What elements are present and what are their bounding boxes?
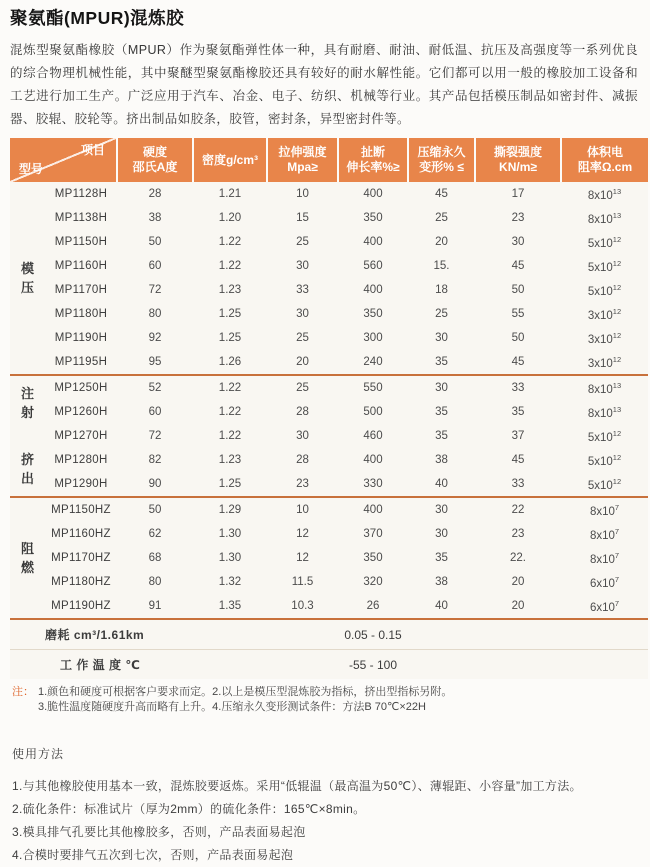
- resistivity-cell: $3x10^{12}$: [587, 306, 622, 322]
- table-row: [10, 206, 648, 230]
- table-row: [10, 254, 648, 278]
- value-cell: 1.30: [218, 552, 242, 564]
- resistivity-cell: $6x10^7$: [589, 574, 620, 590]
- corner-label-model: 型号: [19, 162, 44, 176]
- abrasion-value: 0.05 - 0.15: [338, 619, 408, 650]
- value-cell: 350: [363, 552, 383, 564]
- value-cell: 1.22: [218, 430, 242, 442]
- table-row: [10, 278, 648, 302]
- value-cell: 45: [435, 188, 448, 200]
- model-cell: MP1180HZ: [51, 576, 111, 588]
- value-cell: 62: [148, 528, 162, 540]
- value-cell: 82: [148, 454, 162, 466]
- model-cell: MP1138H: [54, 212, 108, 224]
- value-cell: 15: [296, 212, 309, 224]
- value-cell: 91: [148, 600, 162, 612]
- model-cell: MP1160HZ: [51, 528, 111, 540]
- value-cell: 30: [296, 308, 309, 320]
- value-cell: 28: [296, 454, 309, 466]
- value-cell: 50: [511, 332, 525, 344]
- table-row: [10, 302, 648, 326]
- value-cell: 10: [296, 188, 309, 200]
- value-cell: 1.22: [193, 375, 267, 400]
- usage-section: [12, 743, 650, 867]
- value-cell: 17: [511, 188, 525, 200]
- model-cell: MP1160H: [54, 260, 108, 272]
- value-cell: 550: [338, 375, 408, 400]
- value-cell: 28: [296, 406, 309, 418]
- note-line: 1.颜色和硬度可根据客户要求而定。2.以上是模压型混炼胶为指标，挤出型指标另附。: [38, 686, 453, 698]
- group-label: 模 压: [20, 261, 34, 295]
- value-cell: 60: [148, 260, 162, 272]
- group-label: 阻 燃: [10, 497, 45, 619]
- value-cell: 72: [148, 284, 162, 296]
- value-cell: 10.3: [291, 600, 314, 612]
- value-cell: 30: [511, 236, 525, 248]
- value-cell: 35: [435, 356, 448, 368]
- table-row: [10, 230, 648, 254]
- value-cell: 52: [117, 375, 193, 400]
- value-cell: 1.25: [218, 308, 242, 320]
- value-cell: 22.: [510, 552, 526, 564]
- model-cell: MP1190H: [54, 332, 108, 344]
- value-cell: 400: [363, 284, 383, 296]
- value-cell: 45: [511, 454, 525, 466]
- value-cell: 400: [363, 188, 383, 200]
- value-cell: 68: [148, 552, 162, 564]
- working-temperature-value: -55 - 100: [338, 650, 408, 680]
- value-cell: 40: [435, 600, 448, 612]
- value-cell: 80: [148, 576, 162, 588]
- value-cell: 11.5: [291, 576, 314, 588]
- value-cell: 20: [511, 600, 525, 612]
- table-row: [10, 400, 648, 424]
- resistivity-cell: $8x10^{13}$: [561, 375, 648, 400]
- value-cell: 40: [435, 478, 448, 490]
- model-cell: MP1150HZ: [45, 497, 117, 522]
- value-cell: 23: [296, 478, 309, 490]
- table-row: [10, 497, 648, 522]
- empty-cell: [408, 650, 648, 680]
- value-cell: 95: [148, 356, 162, 368]
- value-cell: 1.20: [218, 212, 242, 224]
- model-cell: MP1290H: [54, 478, 108, 490]
- model-cell: MP1270H: [54, 430, 108, 442]
- table-row: [10, 472, 648, 497]
- value-cell: 30: [408, 497, 475, 522]
- col-header-compression-set: 压缩永久 变形% ≤: [408, 138, 475, 182]
- value-cell: 1.35: [218, 600, 242, 612]
- value-cell: 35: [435, 430, 448, 442]
- value-cell: 33: [511, 478, 525, 490]
- value-cell: 45: [511, 356, 525, 368]
- value-cell: 1.22: [218, 260, 242, 272]
- value-cell: 500: [363, 406, 383, 418]
- model-cell: MP1128H: [54, 188, 108, 200]
- usage-item: 4.合模时要排气五次到七次，否则，产品表面易起泡: [12, 848, 294, 862]
- model-cell: MP1195H: [54, 356, 108, 368]
- value-cell: 400: [338, 497, 408, 522]
- notes-section: [12, 685, 650, 714]
- table-row: [10, 594, 648, 619]
- table-footer: [10, 619, 648, 679]
- value-cell: 25: [296, 236, 309, 248]
- value-cell: 320: [363, 576, 383, 588]
- value-cell: 1.22: [218, 406, 242, 418]
- value-cell: 370: [363, 528, 383, 540]
- value-cell: 90: [148, 478, 162, 490]
- value-cell: 1.22: [218, 236, 242, 248]
- note-lines: [38, 685, 452, 714]
- value-cell: 12: [296, 528, 309, 540]
- value-cell: 20: [511, 576, 525, 588]
- model-cell: MP1280H: [54, 454, 108, 466]
- value-cell: 400: [363, 454, 383, 466]
- spec-table-body: [10, 182, 648, 619]
- note-line: 3.脆性温度随硬度升高而略有上升。4.压缩永久变形测试条件：方法B 70℃×22H: [38, 700, 426, 713]
- resistivity-cell: $8x10^7$: [561, 497, 648, 522]
- value-cell: 30: [408, 375, 475, 400]
- intro-paragraph: 混炼型聚氨酯橡胶（MPUR）作为聚氨酯弹性体一种，具有耐磨、耐油、耐低温、抗压及高强度等一系列优良的综合物理机械性能，其中聚醚型聚氨酯橡胶还具有较好的耐水解性能。它们都可以用一般的橡胶加工设备和工艺进行加工生产。广泛应用于汽车、冶金、电子、纺织、机械等行业。其产品包括模压制品如密封件、减振器、胶辊、胶轮等。挤出制品如胶条，胶管，密封条，异型密封件等。: [10, 43, 638, 126]
- usage-item: 1.与其他橡胶使用基本一致，混炼胶要返炼。采用“低辊温（最高温为50℃）、薄辊距、小容量”加工方法。: [12, 779, 582, 793]
- value-cell: 300: [363, 332, 383, 344]
- value-cell: 35: [435, 406, 448, 418]
- page-title: 聚氨酯(MPUR)混炼胶: [10, 8, 185, 28]
- value-cell: 50: [148, 236, 162, 248]
- value-cell: 50: [511, 284, 525, 296]
- table-row: [10, 375, 648, 400]
- empty-cell: [408, 619, 648, 650]
- value-cell: 350: [363, 212, 383, 224]
- value-cell: 80: [148, 308, 162, 320]
- resistivity-cell: $5x10^{12}$: [587, 428, 622, 444]
- model-cell: MP1180H: [54, 308, 108, 320]
- value-cell: 25: [296, 332, 309, 344]
- resistivity-cell: $8x10^{13}$: [587, 210, 622, 226]
- value-cell: 460: [363, 430, 383, 442]
- value-cell: 23: [511, 528, 525, 540]
- value-cell: 60: [148, 406, 162, 418]
- value-cell: 50: [117, 497, 193, 522]
- table-row: [10, 424, 648, 448]
- resistivity-cell: $8x10^7$: [589, 550, 620, 566]
- col-header-elongation: 扯断 伸长率%≥: [338, 138, 408, 182]
- resistivity-cell: $3x10^{12}$: [587, 330, 622, 346]
- value-cell: 37: [511, 430, 525, 442]
- table-row: [10, 546, 648, 570]
- value-cell: 28: [148, 188, 162, 200]
- value-cell: 35: [435, 552, 448, 564]
- usage-item: 3.模具排气孔要比其他橡胶多，否则，产品表面易起泡: [12, 825, 306, 839]
- value-cell: 10: [267, 497, 338, 522]
- abrasion-label: 磨耗 cm³/1.61km: [10, 619, 338, 650]
- value-cell: 1.25: [218, 478, 242, 490]
- resistivity-cell: $5x10^{12}$: [587, 282, 622, 298]
- working-temperature-row: [10, 650, 648, 680]
- value-cell: 33: [296, 284, 309, 296]
- table-row: [10, 350, 648, 375]
- resistivity-cell: $8x10^{13}$: [587, 404, 622, 420]
- value-cell: 400: [363, 236, 383, 248]
- model-cell: MP1250H: [45, 375, 117, 400]
- value-cell: 35: [511, 406, 525, 418]
- model-cell: MP1190HZ: [51, 600, 111, 612]
- resistivity-cell: $5x10^{12}$: [587, 258, 622, 274]
- value-cell: 23: [511, 212, 525, 224]
- col-header-density: 密度g/cm³: [193, 138, 267, 182]
- model-cell: MP1170H: [54, 284, 108, 296]
- model-cell: MP1150H: [54, 236, 108, 248]
- resistivity-cell: $3x10^{12}$: [587, 354, 622, 370]
- value-cell: 38: [148, 212, 162, 224]
- value-cell: 30: [435, 332, 448, 344]
- value-cell: 45: [511, 260, 525, 272]
- resistivity-cell: $8x10^7$: [589, 526, 620, 542]
- value-cell: 1.30: [218, 528, 242, 540]
- col-header-hardness: 硬度 邵氏A度: [117, 138, 193, 182]
- value-cell: 72: [148, 430, 162, 442]
- col-header-volume-resistivity: 体积电 阻率Ω.cm: [561, 138, 648, 182]
- value-cell: 38: [435, 576, 448, 588]
- table-header: [10, 138, 648, 182]
- value-cell: 1.23: [218, 454, 242, 466]
- col-header-tear-strength: 撕裂强度 KN/m≥: [475, 138, 561, 182]
- value-cell: 25: [435, 308, 448, 320]
- value-cell: 33: [475, 375, 561, 400]
- table-row: [10, 570, 648, 594]
- abrasion-row: [10, 619, 648, 650]
- resistivity-cell: $8x10^{13}$: [587, 186, 622, 202]
- table-row: [10, 326, 648, 350]
- value-cell: 560: [363, 260, 383, 272]
- value-cell: 38: [435, 454, 448, 466]
- usage-item: 2.硫化条件：标准试片（厚为2mm）的硫化条件：165℃×8min。: [12, 802, 366, 816]
- value-cell: 20: [296, 356, 309, 368]
- value-cell: 1.26: [218, 356, 242, 368]
- value-cell: 92: [148, 332, 162, 344]
- value-cell: 25: [435, 212, 448, 224]
- model-cell: MP1170HZ: [51, 552, 111, 564]
- resistivity-cell: $5x10^{12}$: [587, 476, 622, 492]
- value-cell: 15.: [433, 260, 450, 272]
- value-cell: 30: [296, 430, 309, 442]
- note-mark: 注：: [12, 686, 34, 698]
- usage-title: 使用方法: [12, 747, 65, 761]
- corner-header-cell: [10, 138, 117, 182]
- group-label: 注 射 挤 出: [10, 375, 45, 497]
- spec-table: [10, 138, 648, 679]
- table-row: [10, 448, 648, 472]
- corner-label-item: 项目: [80, 143, 105, 157]
- value-cell: 12: [296, 552, 309, 564]
- value-cell: 30: [296, 260, 309, 272]
- value-cell: 1.21: [218, 188, 242, 200]
- table-row: [10, 522, 648, 546]
- value-cell: 1.32: [218, 576, 242, 588]
- page: [0, 6, 650, 862]
- col-header-tensile-strength: 拉伸强度 Mpa≥: [267, 138, 338, 182]
- resistivity-cell: $5x10^{12}$: [587, 452, 622, 468]
- table-row: [10, 182, 648, 206]
- value-cell: 1.25: [218, 332, 242, 344]
- value-cell: 30: [435, 528, 448, 540]
- working-temperature-label: 工 作 温 度 ℃: [10, 650, 338, 680]
- value-cell: 22: [475, 497, 561, 522]
- value-cell: 26: [366, 600, 380, 612]
- model-cell: MP1260H: [54, 406, 108, 418]
- value-cell: 55: [511, 308, 525, 320]
- value-cell: 18: [435, 284, 448, 296]
- value-cell: 25: [267, 375, 338, 400]
- value-cell: 350: [363, 308, 383, 320]
- value-cell: 20: [435, 236, 448, 248]
- value-cell: 240: [363, 356, 383, 368]
- resistivity-cell: $5x10^{12}$: [587, 234, 622, 250]
- value-cell: 1.29: [193, 497, 267, 522]
- value-cell: 1.23: [218, 284, 242, 296]
- resistivity-cell: $6x10^7$: [589, 598, 620, 614]
- value-cell: 330: [363, 478, 383, 490]
